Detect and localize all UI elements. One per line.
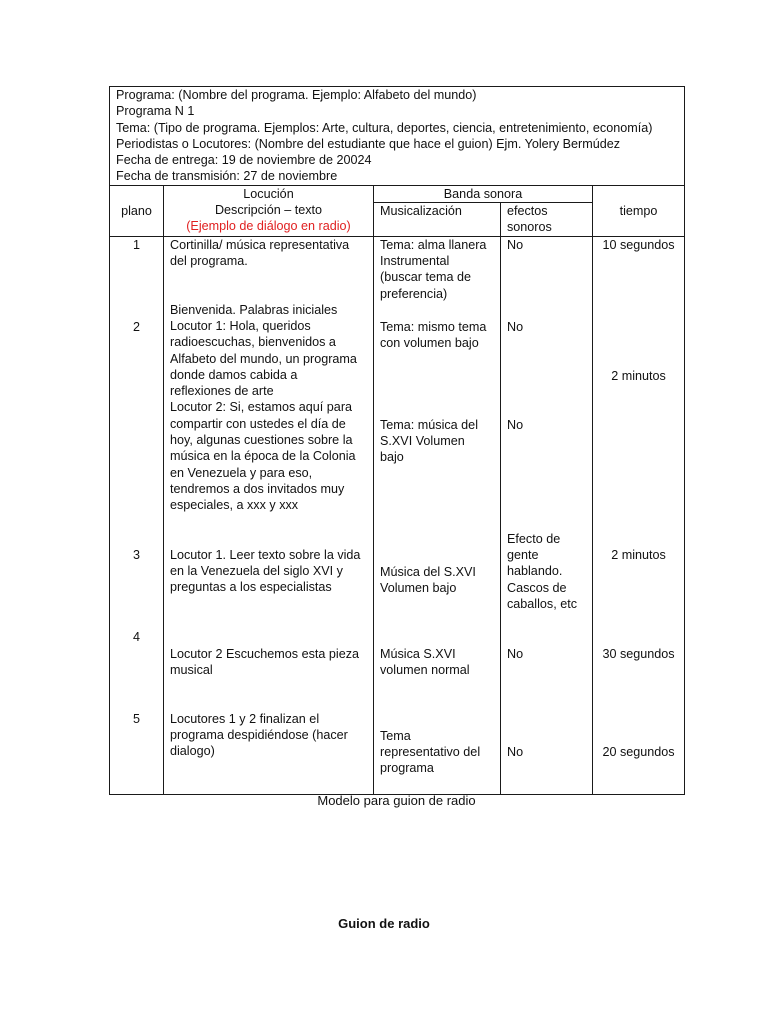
radio-script-table [109, 86, 685, 795]
descripcion-text: Bienvenida. Palabras iniciales Locutor 1: Hola, queridos radioescuchas, bienvenidos a Alfabeto del mundo, un programa donde damos cabida a reflexiones de arte Locutor 2: Si, estamos aquí para compartir con ustedes el día de hoy, algunas cuestiones sobre la música en la época de la Colonia en Venezuela y para eso, tendremos a dos invitados muy especiales, a xxx y xxx [170, 302, 357, 513]
efectos-text: No [507, 744, 524, 759]
musicalizacion-column [374, 236, 501, 794]
plano-number: 5 [132, 711, 140, 726]
descripcion-text: Locutor 1. Leer texto sobre la vida en la Venezuela del siglo XVI y preguntas a los especialistas [170, 547, 361, 595]
tiempo-text: 10 segundos [602, 237, 675, 252]
column-header-row-1 [110, 185, 685, 202]
plano-column [110, 236, 164, 794]
script-body-row [110, 236, 685, 794]
musicalizacion-text: Tema: mismo tema con volumen bajo [380, 319, 487, 350]
plano-number: 3 [132, 547, 140, 562]
efectos-header: efectos sonoros [501, 203, 593, 237]
musicalizacion-text: Música del S.XVI Volumen bajo [380, 564, 476, 595]
musicalizacion-text: Tema: alma llanera Instrumental (buscar tema de preferencia) [380, 237, 487, 301]
efectos-column [501, 236, 593, 794]
descripcion-title: Descripción – texto [214, 203, 323, 218]
descripcion-text: Locutor 2 Escuchemos esta pieza musical [170, 646, 360, 677]
program-theme-line: Tema: (Tipo de programa. Ejemplos: Arte, cultura, deportes, ciencia, entretenimiento, economía) [116, 120, 653, 135]
efectos-text: No [507, 417, 524, 432]
efectos-text: No [507, 646, 524, 661]
tiempo-text: 2 minutos [611, 547, 666, 562]
musicalizacion-text: Tema: música del S.XVI Volumen bajo [380, 417, 478, 465]
descripcion-column [164, 236, 374, 794]
musicalizacion-text: Tema representativo del programa [380, 728, 481, 776]
musicalizacion-header: Musicalización [374, 203, 501, 237]
plano-header: plano [110, 185, 164, 236]
table-caption: Modelo para guion de radio [317, 793, 476, 808]
banda-sonora-header: Banda sonora [374, 185, 593, 202]
program-name-line: Programa: (Nombre del programa. Ejemplo: Alfabeto del mundo) [116, 88, 477, 102]
broadcast-date-line: Fecha de transmisión: 27 de noviembre [116, 169, 338, 184]
tiempo-column [593, 236, 685, 794]
musicalizacion-text: Música S.XVI volumen normal [380, 646, 470, 677]
tiempo-text: 2 minutos [611, 368, 666, 383]
plano-number: 1 [132, 237, 140, 252]
plano-number: 4 [132, 629, 140, 644]
tiempo-header: tiempo [593, 185, 685, 236]
delivery-date-line: Fecha de entrega: 19 de noviembre de 20024 [116, 153, 372, 168]
tiempo-text: 20 segundos [602, 744, 675, 759]
tiempo-text: 30 segundos [602, 646, 675, 661]
efectos-text: No [507, 237, 524, 252]
dialogue-example-note: (Ejemplo de diálogo en radio) [186, 219, 351, 234]
document-title: Guion de radio [338, 916, 430, 931]
program-info-cell [110, 87, 685, 186]
plano-number: 2 [132, 319, 140, 334]
descripcion-text: Locutores 1 y 2 finalizan el programa despidiéndose (hacer dialogo) [170, 711, 348, 759]
locucion-header [164, 185, 374, 236]
efectos-text: No [507, 319, 524, 334]
efectos-text: Efecto de gente hablando. Cascos de caballos, etc [507, 531, 578, 611]
locucion-title: Locución [243, 186, 294, 201]
program-info-row [110, 87, 685, 186]
program-number-line: Programa N 1 [116, 104, 195, 119]
descripcion-text: Cortinilla/ música representativa del programa. [170, 237, 350, 268]
program-announcers-line: Periodistas o Locutores: (Nombre del estudiante que hace el guion) Ejm. Yolery Bermúdez [116, 136, 621, 151]
